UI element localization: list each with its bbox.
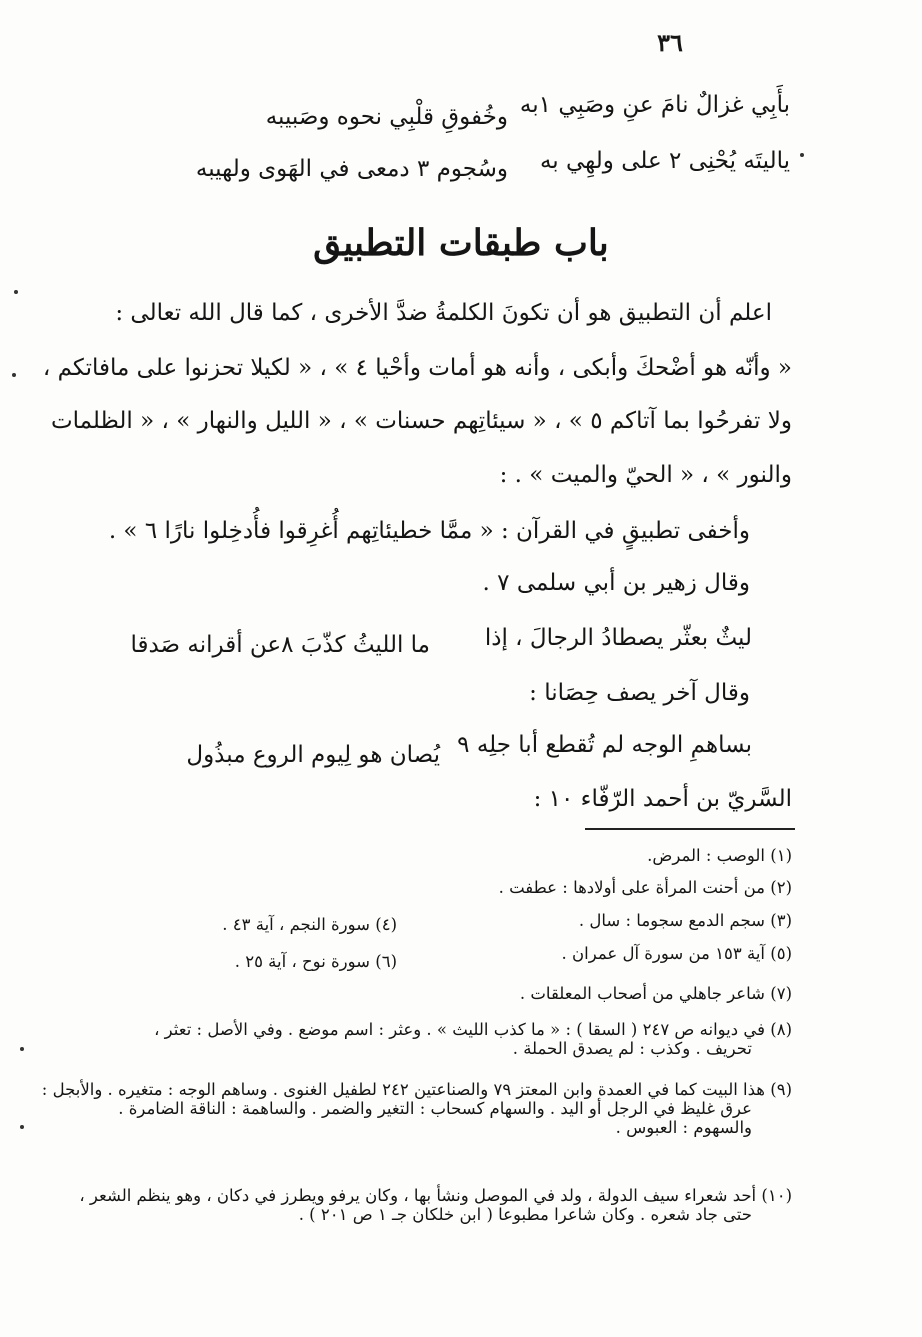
chapter-heading: باب طبقات التطبيق [313, 222, 609, 264]
footnote-8-line-1: (٨) في ديوانه ص ٢٤٧ ( السقا ) : « ما كذب الليث » . وعثر : اسم موضع . وفي الأصل : تعثر ، [154, 1020, 792, 1039]
poem1-line2-right-hemistich: ياليتَه يُحْنِى ٢ على ولهِي به [539, 148, 790, 174]
footnote-9-line-1: (٩) هذا البيت كما في العمدة وابن المعتز ٧٩ والصناعتين ٢٤٢ لطفيل الغنوى . وساهم الوجه : متغيره . والأبجل : [41, 1080, 792, 1099]
scan-speck [20, 1047, 24, 1051]
zuhair-intro-line: وقال زهير بن أبي سلمى ٧ . [482, 570, 750, 596]
footnote-1: (١) الوصب : المرض. [647, 846, 792, 865]
footnote-8-line-2: تحريف . وكذب : لم يصدق الحملة . [512, 1039, 752, 1058]
another-poet-intro-line: وقال آخر يصف حِصَانا : [529, 680, 750, 706]
body-line-4: والنور » ، « الحيّ والميت » . : [499, 462, 792, 488]
poem2-right-hemistich: ليثٌ بعثّر يصطادُ الرجالَ ، إذا [484, 625, 752, 651]
sari-rafa-intro-line: السَّريّ بن أحمد الرّفّاء ١٠ : [533, 786, 792, 812]
scan-speck [800, 153, 804, 157]
footnote-separator [585, 828, 795, 830]
poem2-left-hemistich: ما الليثُ كذّبَ ٨عن أقرانه صَدقا [130, 632, 430, 658]
footnote-7: (٧) شاعر جاهلي من أصحاب المعلقات . [519, 984, 792, 1003]
poem1-line2-left-hemistich: وسُجوم ٣ دمعى في الهَوى ولهيبه [195, 156, 508, 182]
quran-example-line: وأخفى تطبيقٍ في القرآن : « ممَّا خطيئاتِهم أُغرِقوا فأُدخِلوا نارًا ٦ » . [108, 518, 750, 544]
footnote-8 [92, 1020, 792, 1058]
footnote-5: (٥) آية ١٥٣ من سورة آل عمران . [561, 944, 792, 963]
body-line-2: « وأنّه هو أضْحكَ وأبكى ، وأنه هو أمات وأحْيا ٤ » ، « لكيلا تحزنوا على مافاتكم ، [42, 355, 792, 381]
footnote-6: (٦) سورة نوح ، آية ٢٥ . [234, 952, 397, 971]
scan-speck [20, 1125, 24, 1129]
footnote-10-line-2: حتى جاد شعره . وكان شاعرا مطبوعا ( ابن خلكان جـ ١ ص ٢٠١ ) . [298, 1205, 752, 1224]
scan-speck [12, 373, 16, 377]
footnote-9-line-2: عرق غليظ في الرجل أو اليد . والسهام كسحاب : التغير والضمر . والساهمة : الناقة الضامرة . [118, 1099, 752, 1118]
scan-speck [14, 290, 18, 294]
footnote-3: (٣) سجم الدمع سجوما : سال . [578, 911, 792, 930]
poem3-right-hemistich: بساهمِ الوجه لم تُقطع أبا جلِه ٩ [457, 732, 752, 758]
footnote-9 [41, 1080, 792, 1137]
page-number: ٣٦ [657, 28, 683, 57]
poem3-left-hemistich: يُصان هو لِيوم الروع مبذُول [186, 742, 440, 768]
footnote-10 [79, 1186, 792, 1224]
poem1-line1-right-hemistich: بأَبِي غزالٌ نامَ عنِ وصَبِي ١به [519, 92, 790, 118]
body-line-3: ولا تفرحُوا بما آتاكم ٥ » ، « سيئاتِهم حسنات » ، « الليل والنهار » ، « الظلمات [50, 408, 792, 434]
body-line-1: اعلم أن التطبيق هو أن تكونَ الكلمةُ ضدَّ الأخرى ، كما قال الله تعالى : [115, 300, 772, 326]
footnote-2: (٢) من أحنت المرأة على أولادها : عطفت . [498, 878, 792, 897]
footnote-10-line-1: (١٠) أحد شعراء سيف الدولة ، ولد في الموصل ونشأ بها ، وكان يرفو ويطرز في دكان ، وهو ينظم الشعر ، [79, 1186, 792, 1205]
footnote-4: (٤) سورة النجم ، آية ٤٣ . [222, 915, 397, 934]
poem1-line1-left-hemistich: وخُفوقِ قلْبِي نحوه وصَبيبه [265, 104, 508, 130]
footnote-9-line-3: والسهوم : العبوس . [615, 1118, 752, 1137]
